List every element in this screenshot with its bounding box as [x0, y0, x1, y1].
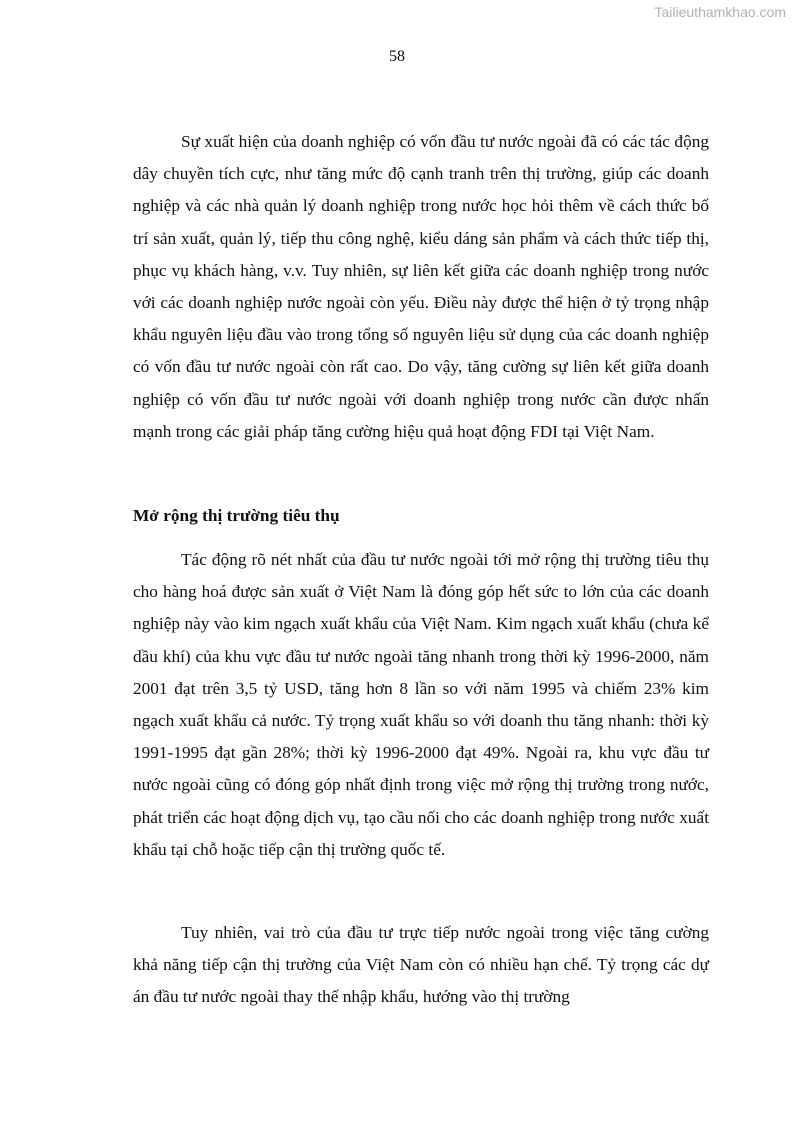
paragraph-1: Sự xuất hiện của doanh nghiệp có vốn đầu tư nước ngoài đã có các tác động dây chuyền tích cực, như tăng mức độ cạnh tranh trên thị trường, giúp các doanh nghiệp và các nhà quản lý doanh nghiệp trong nước học hỏi thêm về cách thức bố trí sản xuất, quản lý, tiếp thu công nghệ, kiểu dáng sản phẩm và cách thức tiếp thị, phục vụ khách hàng, v.v. Tuy nhiên, sự liên kết giữa các doanh nghiệp trong nước với các doanh nghiệp nước ngoài còn yếu. Điều này được thể hiện ở tỷ trọng nhập khẩu nguyên liệu đầu vào trong tổng số nguyên liệu sử dụng của các doanh nghiệp có vốn đầu tư nước ngoài còn rất cao. Do vậy, tăng cường sự liên kết giữa doanh nghiệp có vốn đầu tư nước ngoài với doanh nghiệp trong nước cần được nhấn mạnh trong các giải pháp tăng cường hiệu quả hoạt động FDI tại Việt Nam. — [133, 132, 709, 441]
paragraph-2: Tác động rõ nét nhất của đầu tư nước ngoài tới mở rộng thị trường tiêu thụ cho hàng hoá được sản xuất ở Việt Nam là đóng góp hết sức to lớn của các doanh nghiệp này vào kim ngạch xuất khẩu của Việt Nam. Kim ngạch xuất khẩu (chưa kể dầu khí) của khu vực đầu tư nước ngoài tăng nhanh trong thời kỳ 1996-2000, năm 2001 đạt trên 3,5 tỷ USD, tăng hơn 8 lần so với năm 1995 và chiếm 23% kim ngạch xuất khẩu cả nước. Tỷ trọng xuất khẩu so với doanh thu tăng nhanh: thời kỳ 1991-1995 đạt gần 28%; thời kỳ 1996-2000 đạt 49%. Ngoài ra, khu vực đầu tư nước ngoài cũng có đóng góp nhất định trong việc mở rộng thị trường trong nước, phát triển các hoạt động dịch vụ, tạo cầu nối cho các doanh nghiệp trong nước xuất khẩu tại chỗ hoặc tiếp cận thị trường quốc tế. — [133, 550, 709, 859]
paragraph-3: Tuy nhiên, vai trò của đầu tư trực tiếp nước ngoài trong việc tăng cường khả năng tiếp cận thị trường của Việt Nam còn có nhiều hạn chế. Tỷ trọng các dự án đầu tư nước ngoài thay thế nhập khẩu, hướng vào thị trường — [133, 923, 709, 1007]
watermark: Tailieuthamkhao.com — [654, 4, 786, 20]
section-heading: Mở rộng thị trường tiêu thụ — [133, 506, 340, 525]
page-number: 58 — [389, 48, 405, 65]
